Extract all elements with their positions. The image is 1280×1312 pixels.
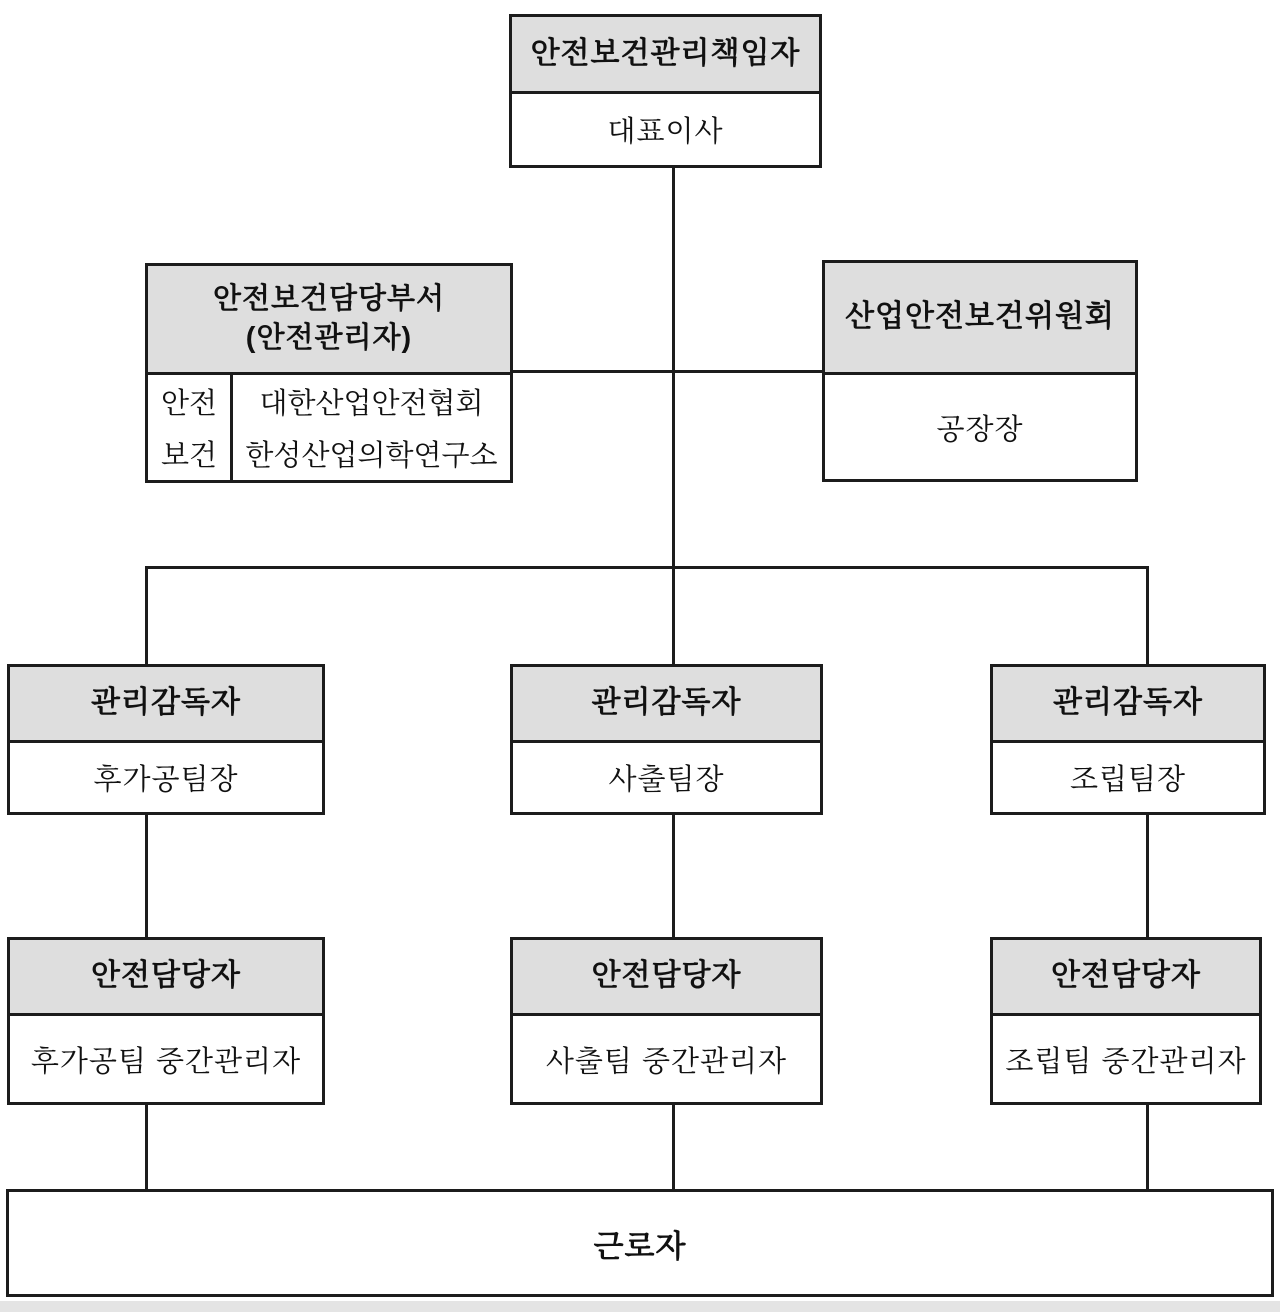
- department-title-line2: (안전관리자): [245, 322, 413, 354]
- box-supervisor-assembly-role: 조립팀장: [993, 743, 1263, 812]
- connector-right-drop-1: [1146, 566, 1149, 667]
- department-agency-column: [233, 375, 510, 480]
- box-supervisor-injection: [510, 664, 823, 815]
- connector-left-drop-3: [145, 1103, 148, 1192]
- box-supervisor-assembly-title: 관리감독자: [993, 667, 1263, 743]
- box-industrial-safety-committee-role: 공장장: [825, 375, 1135, 479]
- box-safety-health-manager-title: 안전보건관리책임자: [512, 17, 819, 94]
- box-industrial-safety-committee: [822, 260, 1138, 482]
- connector-center-drop-2: [672, 813, 675, 940]
- box-supervisor-injection-title: 관리감독자: [513, 667, 820, 743]
- box-safety-health-manager-role: 대표이사: [512, 94, 819, 165]
- department-category-health: 보건: [160, 440, 218, 473]
- connector-center-drop-3: [672, 1103, 675, 1192]
- box-supervisor-postprocess-title: 관리감독자: [10, 667, 322, 743]
- department-body: [148, 375, 510, 480]
- department-category-column: [148, 375, 233, 480]
- box-safety-officer-assembly: [990, 937, 1262, 1105]
- connector-left-drop-2: [145, 813, 148, 940]
- connector-right-drop-2: [1146, 813, 1149, 940]
- connector-level3-horizontal: [145, 566, 1149, 569]
- connector-right-drop-3: [1146, 1103, 1149, 1192]
- box-safety-officer-assembly-title: 안전담당자: [993, 940, 1259, 1016]
- department-category-safety: 안전: [160, 387, 218, 420]
- box-supervisor-postprocess: [7, 664, 325, 815]
- box-supervisor-injection-role: 사출팀장: [513, 743, 820, 812]
- box-safety-officer-postprocess-role: 후가공팀 중간관리자: [10, 1016, 322, 1102]
- box-safety-health-manager: [509, 14, 822, 168]
- connector-level2-horizontal: [513, 370, 822, 373]
- box-safety-health-department: [145, 263, 513, 483]
- box-supervisor-assembly: [990, 664, 1266, 815]
- connector-center-vertical: [672, 166, 675, 666]
- box-supervisor-postprocess-role: 후가공팀장: [10, 743, 322, 812]
- box-safety-officer-injection: [510, 937, 823, 1105]
- connector-left-drop-1: [145, 566, 148, 667]
- box-safety-officer-injection-role: 사출팀 중간관리자: [513, 1016, 820, 1102]
- box-safety-officer-postprocess-title: 안전담당자: [10, 940, 322, 1016]
- box-workers: 근로자: [6, 1189, 1274, 1297]
- box-safety-officer-assembly-role: 조립팀 중간관리자: [993, 1016, 1259, 1102]
- box-safety-officer-postprocess: [7, 937, 325, 1105]
- department-title-line1: 안전보건담당부서: [212, 282, 446, 315]
- department-agency-safety: 대한산업안전협회: [259, 387, 484, 420]
- box-industrial-safety-committee-title: 산업안전보건위원회: [825, 263, 1135, 375]
- bottom-edge-strip: [0, 1301, 1280, 1312]
- department-agency-health: 한성산업의학연구소: [245, 440, 498, 473]
- box-safety-officer-injection-title: 안전담당자: [513, 940, 820, 1016]
- box-safety-health-department-title: [148, 266, 510, 375]
